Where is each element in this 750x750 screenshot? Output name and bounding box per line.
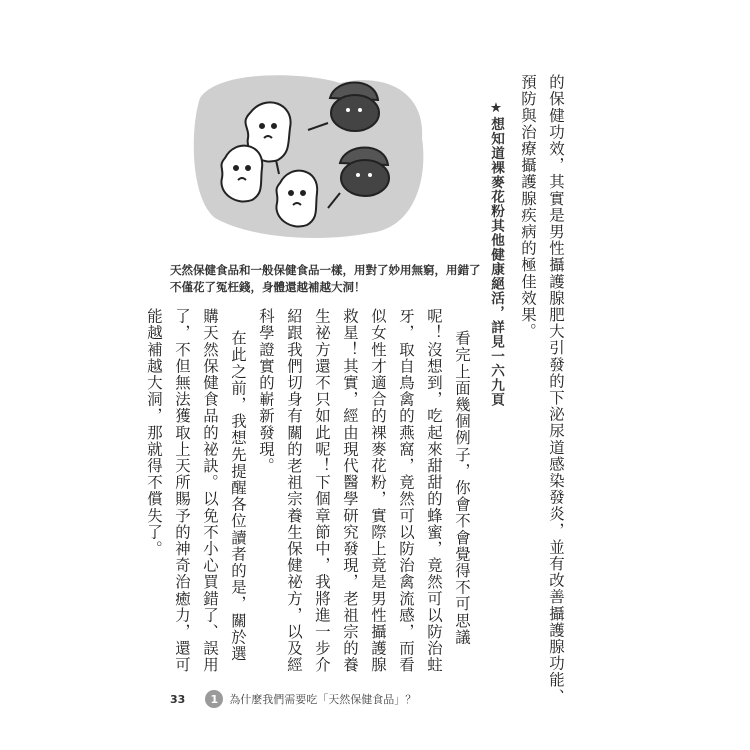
bean-character-right — [276, 171, 317, 227]
text-column: 呢！沒想到，吃起來甜甜的蜂蜜，竟然可以防治蛀 — [425, 308, 443, 674]
caption-line: 不僅花了冤枉錢，身體還越補越大洞！ — [170, 280, 366, 294]
illustration-caption — [170, 262, 481, 296]
text-column: 牙，取自鳥禽的燕窩，竟然可以防治禽流感，而看 — [397, 308, 415, 674]
text-column: 了，不但無法獲取上天所賜予的神奇治癒力，還可 — [173, 308, 191, 674]
cartoon-illustration — [190, 68, 430, 248]
page-footer — [170, 688, 416, 710]
text-column: 生祕方還不只如此呢！下個章節中，我將進一步介 — [313, 308, 331, 674]
chapter-badge: 1 — [205, 690, 223, 708]
bean-character-left — [221, 146, 262, 202]
text-column: 在此之前，我想先提醒各位讀者的是，關於選 — [229, 330, 247, 662]
text-column: 能越補越大洞，那就得不償失了。 — [145, 308, 163, 557]
text-column: 似女性才適合的裸麥花粉，實際上竟是男性攝護腺 — [369, 308, 387, 674]
chapter-title: 為什麼我們需要吃「天然保健食品」？ — [229, 693, 417, 706]
text-column: 的保健功效，其實是男性攝護腺肥大引發的下泌尿道感染發炎，並有改善攝護腺功能、 — [547, 74, 565, 705]
text-column: 科學證實的嶄新發現。 — [257, 308, 275, 474]
text-column: 救星！其實，經由現代醫學研究發現，老祖宗的養 — [341, 308, 359, 674]
caption-line: 天然保健食品和一般保健食品一樣，用對了妙用無窮，用錯了 — [170, 263, 481, 277]
text-column: 預防與治療攝護腺疾病的極佳效果。 — [519, 74, 537, 340]
page-number: 33 — [170, 692, 186, 706]
text-column: 看完上面幾個例子，你會不會覺得不可思議 — [453, 330, 471, 646]
text-column: 紹跟我們切身有關的老祖宗養生保健祕方，以及經 — [285, 308, 303, 674]
reference-note: ★想知道裸麥花粉其他健康絕活，詳見一六九頁 — [488, 100, 504, 407]
text-column: 購天然保健食品的祕訣。以免不小心買錯了、誤用 — [201, 308, 219, 674]
